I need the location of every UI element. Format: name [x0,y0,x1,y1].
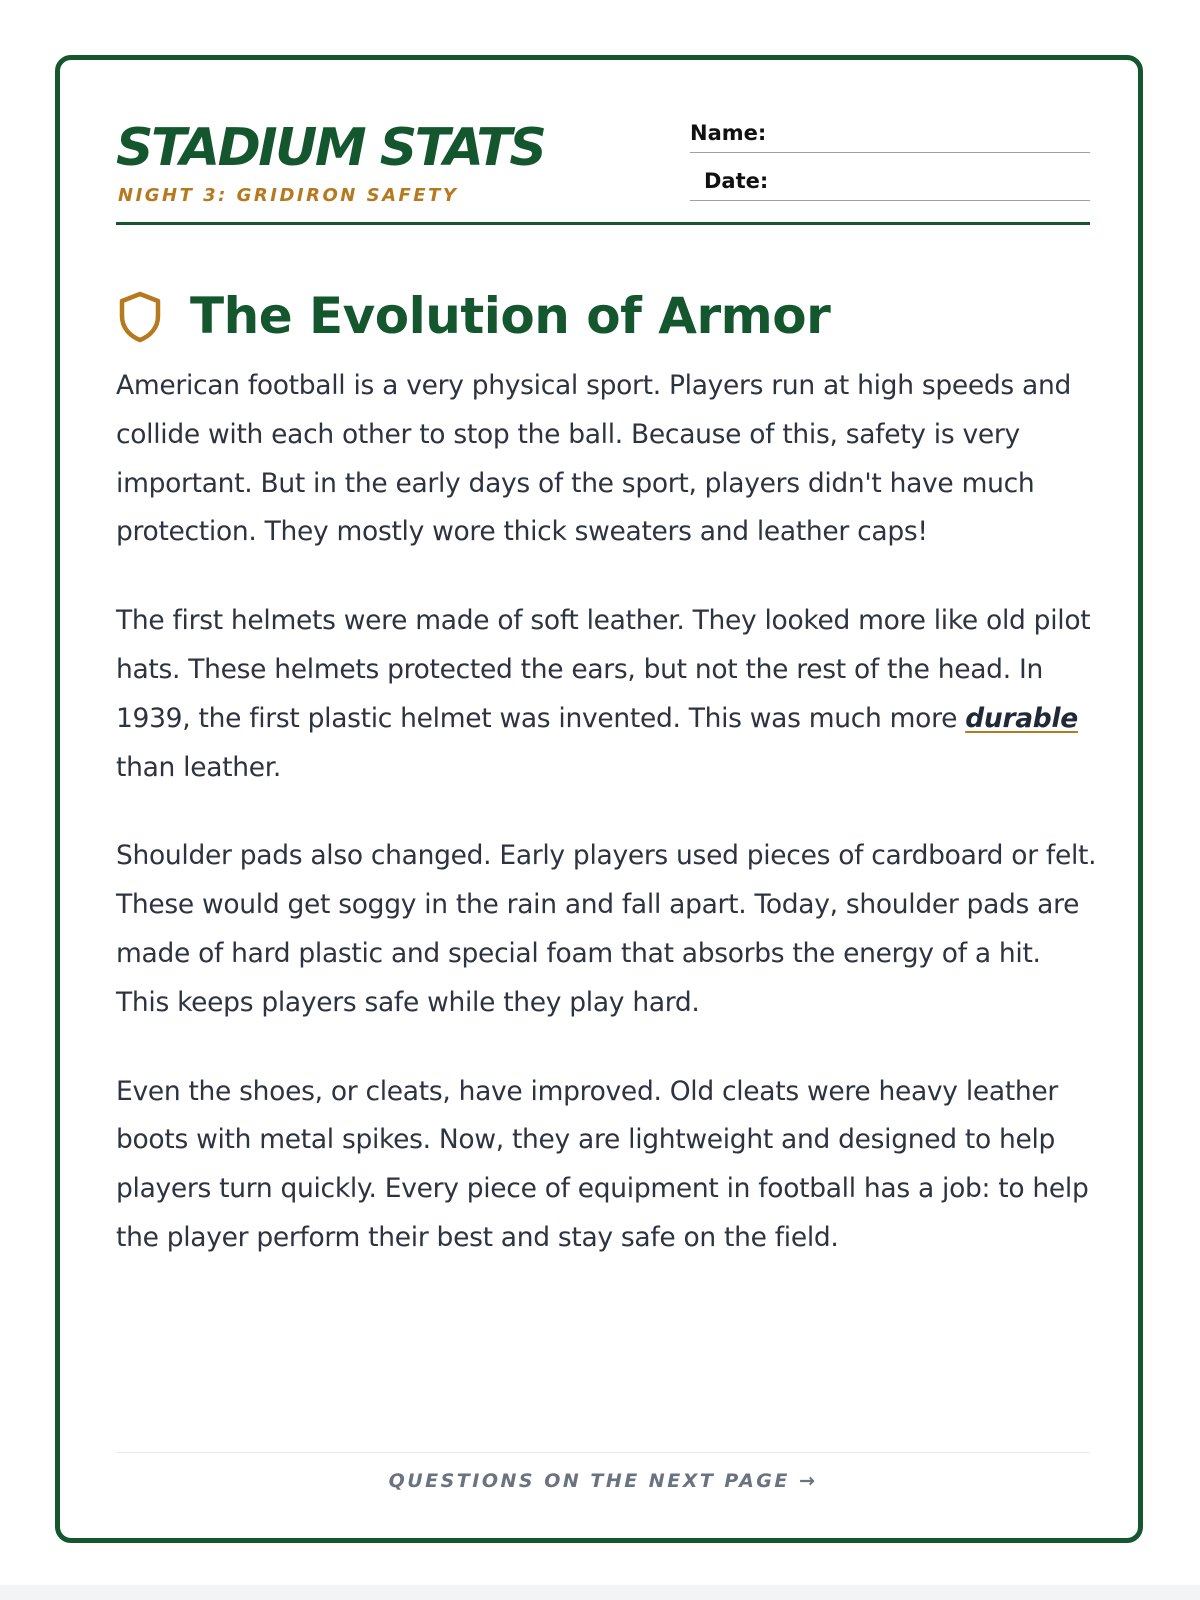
date-field[interactable] [690,160,1090,201]
reading-passage [116,362,1098,1303]
shield-icon [116,290,164,344]
next-page-note: QUESTIONS ON THE NEXT PAGE → [388,1470,818,1492]
paragraph-4: Even the shoes, or cleats, have improved. Old cleats were heavy leather boots with metal spikes. Now, they are lightweight and designed to help players turn quickly. Every piece of equipment in football has a job: to help the player perform their best and stay safe on the field. [116,1075,1089,1253]
brand-title: STADIUM STATS [116,118,545,178]
paragraph-1: American football is a very physical sport. Players run at high speeds and collide with each other to stop the ball. Because of this, safety is very important. But in the early days of the sport, players didn't have much protection. They mostly wore thick sweaters and leather caps! [116,370,1071,548]
name-input-line[interactable] [780,114,1090,148]
section-title: The Evolution of Armor [190,287,831,345]
footer-divider [116,1452,1090,1453]
worksheet-header [116,112,1090,225]
section-heading [116,280,1090,356]
paragraph-2 [116,597,1098,792]
episode-subtitle: NIGHT 3: GRIDIRON SAFETY [118,185,459,206]
date-input-line[interactable] [780,162,1090,196]
name-field[interactable] [690,112,1090,153]
name-label: Name: [690,121,767,145]
paragraph-2-text-start: The first helmets were made of soft leather. They looked more like old pilot hats. These helmets protected the ears, but not the rest of the head. In 1939, the first plastic helmet was invented. This was much more [116,605,1091,734]
date-label: Date: [704,169,769,193]
paragraph-2-text-end: than leather. [116,751,282,783]
paragraph-3: Shoulder pads also changed. Early players used pieces of cardboard or felt. These would get soggy in the rain and fall apart. Today, shoulder pads are made of hard plastic and special foam that absorbs the energy of a hit. This keeps players safe while they play hard. [116,840,1097,1018]
vocabulary-word: durable [965,702,1078,734]
worksheet-card [55,55,1143,1543]
page-background [0,1585,1200,1600]
